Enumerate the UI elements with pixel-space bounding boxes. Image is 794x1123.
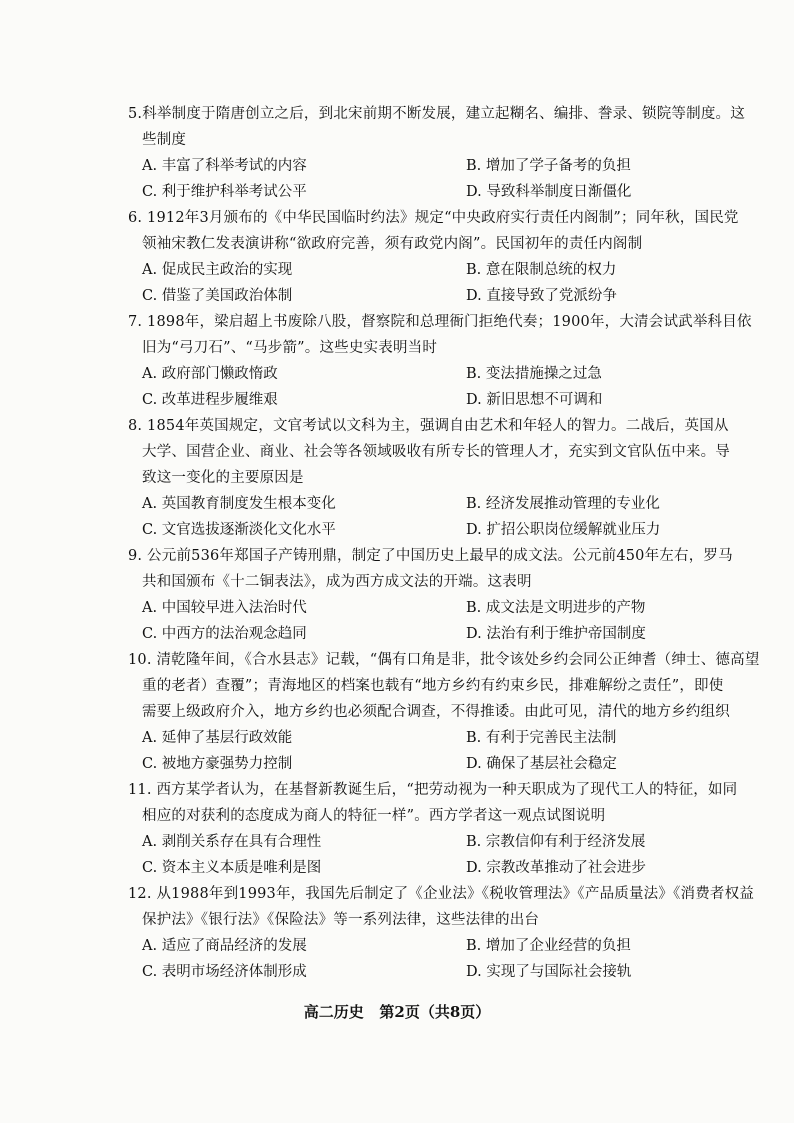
- question-stem-continued: 重的老者）查覆”；青海地区的档案也载有“地方乡约有约束乡民，排难解纷之责任”，即使: [142, 678, 724, 694]
- question-stem: 6. 1912年3月颁布的《中华民国临时约法》规定“中央政府实行责任内阁制”；同年秋，国民党: [128, 210, 739, 226]
- answer-options: [128, 933, 748, 985]
- answer-option-c: C. 中西方的法治观念趋同: [142, 626, 307, 642]
- question-block: [128, 205, 748, 309]
- question-stem-continued: 需要上级政府介入，地方乡约也必须配合调查，不得推诿。由此可见，清代的地方乡约组织: [142, 704, 730, 720]
- answer-option-b: B. 增加了企业经营的负担: [466, 938, 631, 954]
- answer-option-c: C. 被地方豪强势力控制: [142, 756, 293, 772]
- answer-option-b: B. 有利于完善民主法制: [466, 730, 617, 746]
- answer-option-d: D. 法治有利于维护帝国制度: [466, 626, 646, 642]
- answer-option-a: A. 丰富了科举考试的内容: [142, 158, 307, 174]
- question-stem: 8. 1854年英国规定，文官考试以文科为主，强调自由艺术和年轻人的智力。二战后，英国从: [128, 418, 729, 434]
- question-list: [128, 101, 760, 985]
- answer-options: [128, 829, 748, 881]
- answer-option-b: B. 宗教信仰有利于经济发展: [466, 834, 646, 850]
- question-stem-continued: 大学、国营企业、商业、社会等各领域吸收有所专长的管理人才，充实到文官队伍中来。导: [142, 444, 730, 460]
- answer-option-a: A. 政府部门懒政惰政: [142, 366, 278, 382]
- answer-option-b: B. 成文法是文明进步的产物: [466, 600, 646, 616]
- page-footer: 高二历史 第2页（共8页）: [303, 1003, 491, 1021]
- question-block: [128, 881, 755, 985]
- answer-option-d: D. 导致科举制度日渐僵化: [466, 184, 632, 200]
- answer-option-a: A. 中国较早进入法治时代: [142, 600, 307, 616]
- answer-option-c: C. 改革进程步履维艰: [142, 392, 278, 408]
- answer-option-a: A. 促成民主政治的实现: [142, 262, 293, 278]
- question-block: [128, 309, 752, 413]
- question-block: [128, 777, 748, 881]
- answer-option-c: C. 表明市场经济体制形成: [142, 964, 307, 980]
- question-stem-continued: 共和国颁布《十二铜表法》，成为西方成文法的开端。这表明: [142, 574, 532, 590]
- question-block: [128, 543, 748, 647]
- answer-options: [128, 595, 748, 647]
- question-block: [128, 647, 760, 777]
- question-block: [128, 413, 748, 543]
- answer-options: [128, 257, 748, 309]
- answer-option-d: D. 新旧思想不可调和: [466, 392, 603, 408]
- answer-option-c: C. 文官选拔逐渐淡化文化水平: [142, 522, 336, 538]
- answer-option-c: C. 借鉴了美国政治体制: [142, 288, 293, 304]
- answer-options: [128, 361, 748, 413]
- question-stem-continued: 相应的对获利的态度成为商人的特征一样”。西方学者这一观点试图说明: [142, 808, 606, 824]
- question-stem: 11. 西方某学者认为，在基督新教诞生后，“把劳动视为一种天职成为了现代工人的特征，如同: [128, 782, 738, 798]
- question-stem-continued: 些制度: [142, 132, 187, 148]
- question-stem-continued: 领袖宋教仁发表演讲称“欲政府完善，须有政党内阁”。民国初年的责任内阁制: [142, 236, 643, 252]
- answer-option-c: C. 资本主义本质是唯利是图: [142, 860, 322, 876]
- answer-option-d: D. 扩招公职岗位缓解就业压力: [466, 522, 661, 538]
- answer-option-b: B. 增加了学子备考的负担: [466, 158, 631, 174]
- question-stem-continued: 旧为“弓刀石”、“马步箭”。这些史实表明当时: [142, 340, 438, 356]
- question-stem: 12. 从1988年到1993年，我国先后制定了《企业法》《税收管理法》《产品质量法》《消费者权益: [128, 886, 755, 902]
- answer-option-b: B. 意在限制总统的权力: [466, 262, 617, 278]
- question-stem: 10. 清乾隆年间，《合水县志》记载，“偶有口角是非，批令该处乡约会同公正绅耆（绅士、德高望: [128, 652, 760, 668]
- question-stem-continued: 保护法》《银行法》《保险法》等一系列法律，这些法律的出台: [142, 912, 540, 928]
- answer-option-a: A. 适应了商品经济的发展: [142, 938, 307, 954]
- question-block: [128, 101, 748, 205]
- question-stem: 7. 1898年，梁启超上书废除八股，督察院和总理衙门拒绝代奏；1900年，大清会试武举科目依: [128, 314, 752, 330]
- answer-option-b: B. 经济发展推动管理的专业化: [466, 496, 660, 512]
- question-stem-continued: 致这一变化的主要原因是: [142, 470, 304, 486]
- answer-option-d: D. 实现了与国际社会接轨: [466, 964, 632, 980]
- answer-option-b: B. 变法措施操之过急: [466, 366, 602, 382]
- answer-option-a: A. 延伸了基层行政效能: [142, 730, 293, 746]
- answer-options: [128, 725, 748, 777]
- answer-option-d: D. 确保了基层社会稳定: [466, 756, 617, 772]
- answer-option-a: A. 英国教育制度发生根本变化: [142, 496, 336, 512]
- answer-option-a: A. 剥削关系存在具有合理性: [142, 834, 322, 850]
- answer-option-d: D. 宗教改革推动了社会进步: [466, 860, 646, 876]
- question-stem: 9. 公元前536年郑国子产铸刑鼎，制定了中国历史上最早的成文法。公元前450年左右，罗马: [128, 548, 733, 564]
- question-stem: 5.科举制度于隋唐创立之后，到北宋前期不断发展，建立起糊名、编排、誊录、锁院等制度。这: [128, 106, 745, 122]
- answer-option-d: D. 直接导致了党派纷争: [466, 288, 617, 304]
- answer-options: [128, 491, 748, 543]
- answer-options: [128, 153, 748, 205]
- answer-option-c: C. 利于维护科举考试公平: [142, 184, 307, 200]
